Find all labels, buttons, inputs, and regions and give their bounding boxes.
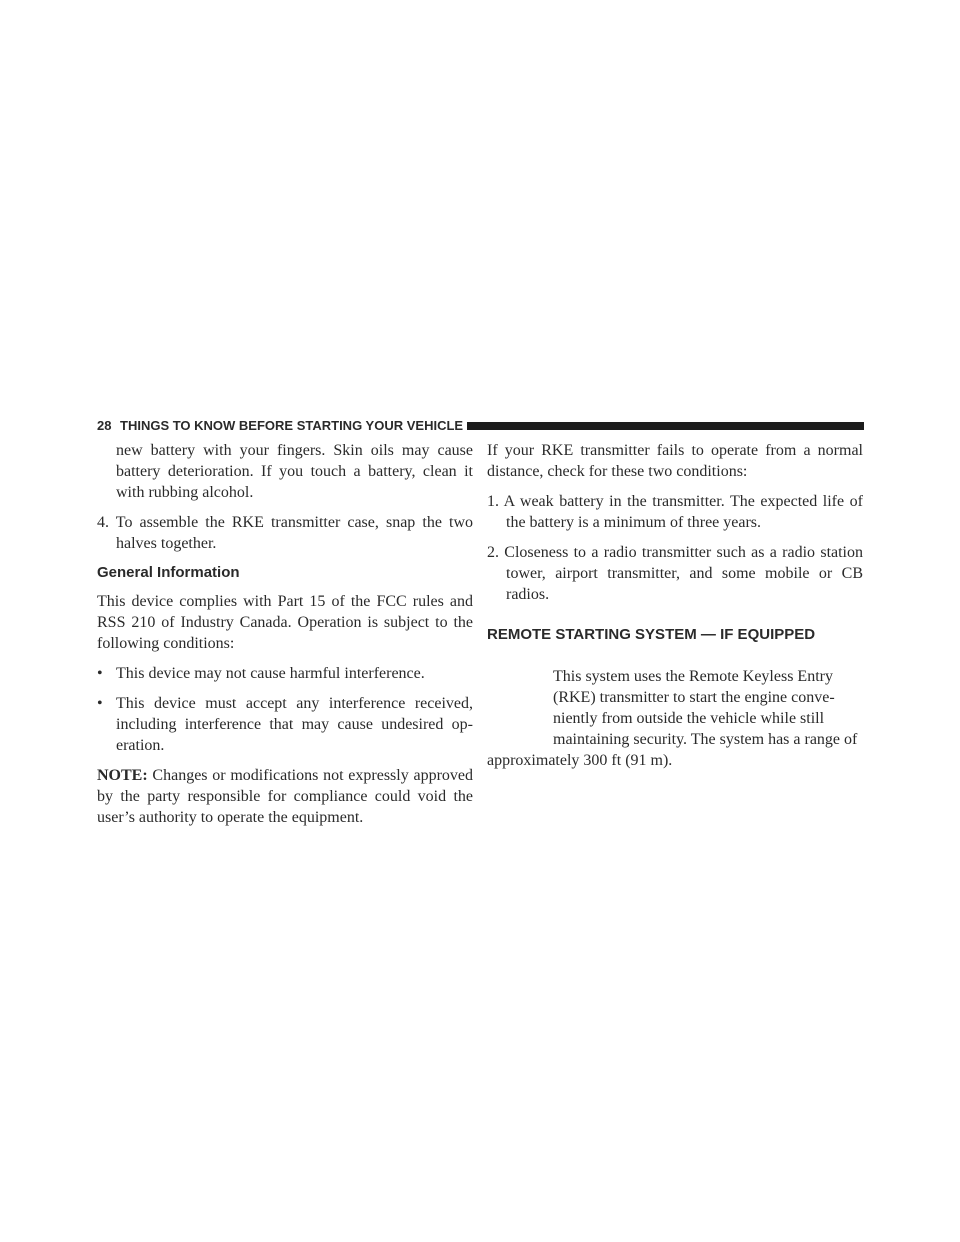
list-item bbox=[97, 693, 473, 756]
general-info-heading: General Information bbox=[97, 564, 240, 581]
page-number: 28 bbox=[97, 418, 112, 433]
note-text: Changes or modifications not expressly approved by the party responsible for compliance could void the user’s authority to operate the equipment. bbox=[97, 767, 473, 826]
bullet-text: This device must accept any interference received, including interference that may cause undesired op-eration. bbox=[116, 695, 473, 754]
left-column bbox=[97, 440, 473, 828]
remote-line-5: approximately 300 ft (91 m). bbox=[487, 752, 673, 769]
page-header bbox=[97, 418, 864, 434]
remote-line-2: (RKE) transmitter to start the engine conve- bbox=[553, 689, 835, 706]
bullet-icon: • bbox=[97, 695, 103, 712]
note-paragraph bbox=[97, 765, 473, 828]
remote-start-heading: REMOTE STARTING SYSTEM — IF EQUIPPED bbox=[487, 626, 816, 643]
bullet-icon: • bbox=[97, 665, 103, 682]
section-title: THINGS TO KNOW BEFORE STARTING YOUR VEHICLE bbox=[120, 418, 464, 433]
list-item bbox=[97, 663, 473, 684]
right-column bbox=[487, 440, 863, 771]
header-rule bbox=[467, 422, 864, 430]
remote-line-1: This system uses the Remote Keyless Entry bbox=[553, 668, 833, 685]
continued-paragraph: new battery with your fingers. Skin oils may cause battery deterioration. If you touch a battery, clean it with rubbing alcohol. bbox=[116, 442, 473, 501]
condition-item-1: 1. A weak battery in the transmitter. The expected life of the battery is a minimum of three years. bbox=[487, 493, 863, 531]
condition-item-2: 2. Closeness to a radio transmitter such as a radio station tower, airport transmitter, and some mobile or CB radios. bbox=[487, 544, 863, 603]
note-label: NOTE: bbox=[97, 767, 148, 784]
remote-line-4: maintaining security. The system has a range of bbox=[553, 731, 858, 748]
general-info-paragraph: This device complies with Part 15 of the FCC rules and RSS 210 of Industry Canada. Operation is subject to the following conditions: bbox=[97, 593, 473, 652]
bullet-text: This device may not cause harmful interference. bbox=[116, 665, 425, 682]
intro-paragraph: If your RKE transmitter fails to operate from a normal distance, check for these two conditions: bbox=[487, 442, 863, 480]
step-4: 4. To assemble the RKE transmitter case, snap the two halves together. bbox=[97, 514, 473, 552]
remote-start-paragraph bbox=[487, 666, 863, 750]
remote-line-3: niently from outside the vehicle while still bbox=[553, 710, 825, 727]
